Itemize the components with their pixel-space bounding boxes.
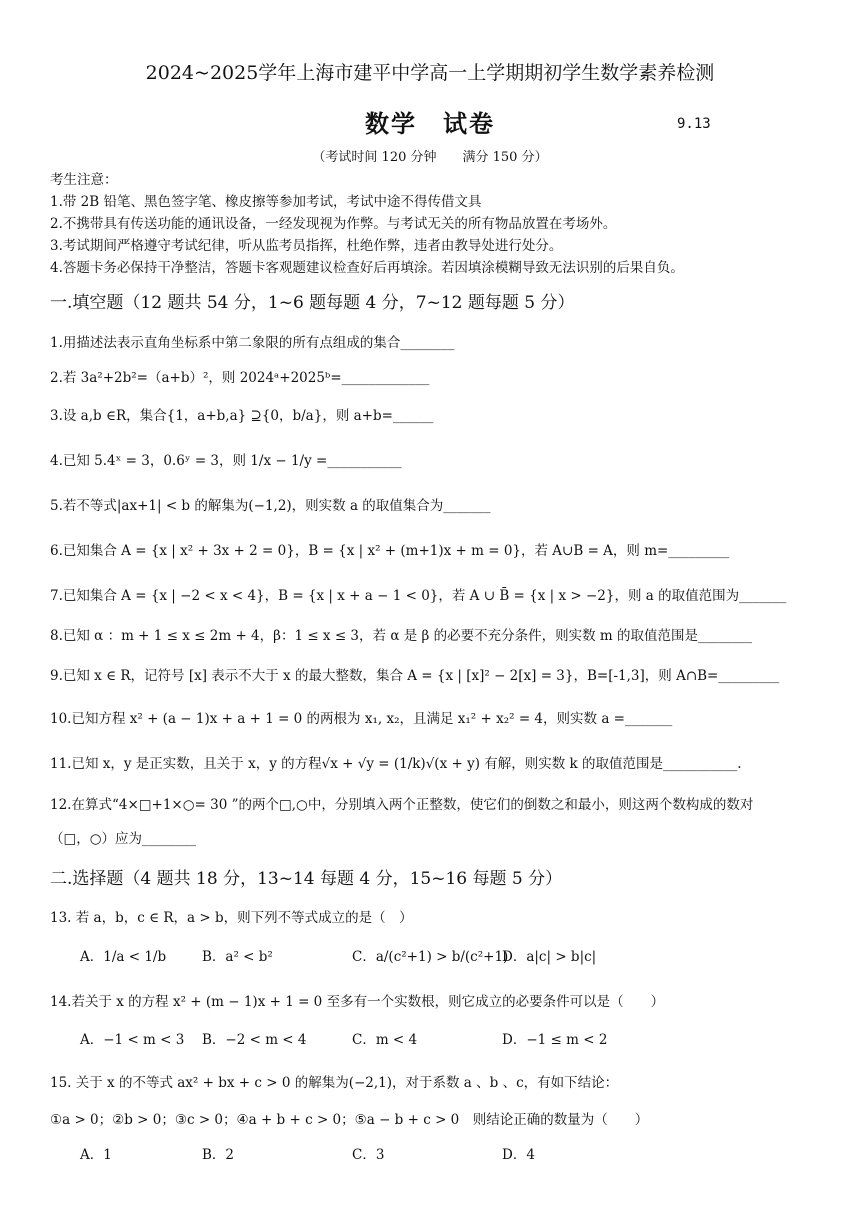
- q14-option-d: D．−1 ≤ m < 2: [502, 1032, 608, 1048]
- notice-item: 3.考试期间严格遵守考试纪律，听从监考员指挥，杜绝作弊，违者由教导处进行处分。: [50, 238, 563, 254]
- q15-option-a: A．1: [80, 1147, 112, 1163]
- question-10: 10.已知方程 x² + (a − 1)x + a + 1 = 0 的两根为 x₁, x₂，且满足 x₁² + x₂² = 4，则实数 a =_______: [50, 711, 673, 727]
- notice-item: 2.不携带具有传送功能的通讯设备，一经发现视为作弊。与考试无关的所有物品放置在考场外。: [50, 216, 617, 232]
- subject-title: 数学 试卷: [365, 109, 495, 138]
- q14-option-a: A．−1 < m < 3: [80, 1032, 185, 1048]
- question-2: 2.若 3a²+2b²=（a+b）²，则 2024ᵃ+2025ᵇ=_____________: [50, 370, 430, 386]
- question-15-conclusions: ①a > 0；②b > 0；③c > 0；④a + b + c > 0；⑤a − b + c > 0 则结论正确的数量为（ ）: [50, 1112, 649, 1128]
- q13-option-c: C．a/(c²+1) > b/(c²+1): [352, 949, 509, 965]
- question-15: 15. 关于 x 的不等式 ax² + bx + c > 0 的解集为(−2,1)，对于系数 a 、b 、c，有如下结论：: [50, 1075, 619, 1091]
- q13-option-d: D．a|c| > b|c|: [502, 949, 597, 965]
- question-11: 11.已知 x，y 是正实数，且关于 x，y 的方程√x + √y = (1/k)√(x + y) 有解，则实数 k 的取值范围是___________.: [50, 756, 742, 772]
- q13-option-a: A．1/a < 1/b: [80, 949, 167, 965]
- q14-option-c: C．m < 4: [352, 1032, 418, 1048]
- question-4: 4.已知 5.4ˣ = 3，0.6ʸ = 3，则 1/x − 1/y =___________: [50, 453, 402, 469]
- notice-item: 1.带 2B 铅笔、黑色签字笔、橡皮擦等参加考试，考试中途不得传借文具: [50, 194, 482, 210]
- q14-option-b: B．−2 < m < 4: [202, 1032, 307, 1048]
- section-1-heading: 一.填空题（12 题共 54 分，1~6 题每题 4 分，7~12 题每题 5 分）: [50, 293, 575, 313]
- question-12-cont: （□，○）应为________: [50, 831, 197, 847]
- question-14: 14.若关于 x 的方程 x² + (m − 1)x + 1 = 0 至多有一个实数根，则它成立的必要条件可以是（ ）: [50, 994, 665, 1010]
- question-7: 7.已知集合 A = {x | −2 < x < 4}，B = {x | x + a − 1 < 0}，若 A ∪ B̄ = {x | x > −2}，则 a 的取值范围为_______: [50, 588, 787, 604]
- q15-option-c: C．3: [352, 1147, 385, 1163]
- question-6: 6.已知集合 A = {x | x² + 3x + 2 = 0}，B = {x | x² + (m+1)x + m = 0}，若 A∪B = A，则 m=_________: [50, 543, 730, 559]
- time-info: （考试时间 120 分钟 满分 150 分）: [312, 150, 548, 165]
- q13-option-b: B．a² < b²: [202, 949, 273, 965]
- question-8: 8.已知 α ：m + 1 ≤ x ≤ 2m + 4，β：1 ≤ x ≤ 3，若 α 是 β 的必要不充分条件，则实数 m 的取值范围是________: [50, 628, 752, 644]
- exam-date: 9.13: [677, 116, 711, 132]
- q15-option-b: B．2: [202, 1147, 235, 1163]
- notice-item: 4.答题卡务必保持干净整洁，答题卡客观题建议检查好后再填涂。若因填涂模糊导致无法识别的后果自负。: [50, 260, 684, 276]
- exam-title: 2024~2025学年上海市建平中学高一上学期期初学生数学素养检测: [145, 62, 715, 84]
- question-3: 3.设 a,b ∈R，集合{1，a+b,a} ⊇{0，b/a}，则 a+b=______: [50, 408, 434, 424]
- question-13: 13. 若 a，b，c ∈ R，a > b，则下列不等式成立的是（ ）: [50, 910, 413, 926]
- question-5: 5.若不等式|ax+1| < b 的解集为(−1,2)，则实数 a 的取值集合为_______: [50, 498, 491, 514]
- q15-option-d: D．4: [502, 1147, 535, 1163]
- question-12: 12.在算式“4×□+1×○= 30 ”的两个□,○中，分别填入两个正整数，使它们的倒数之和最小，则这两个数构成的数对: [50, 797, 754, 813]
- question-9: 9.已知 x ∈ R，记符号 [x] 表示不大于 x 的最大整数，集合 A = {x | [x]² − 2[x] = 3}，B=[-1,3]，则 A∩B=_________: [50, 668, 780, 684]
- question-1: 1.用描述法表示直角坐标系中第二象限的所有点组成的集合________: [50, 335, 455, 351]
- section-2-heading: 二.选择题（4 题共 18 分，13~14 每题 4 分，15~16 每题 5 分）: [50, 869, 563, 889]
- notice-heading: 考生注意：: [50, 172, 118, 188]
